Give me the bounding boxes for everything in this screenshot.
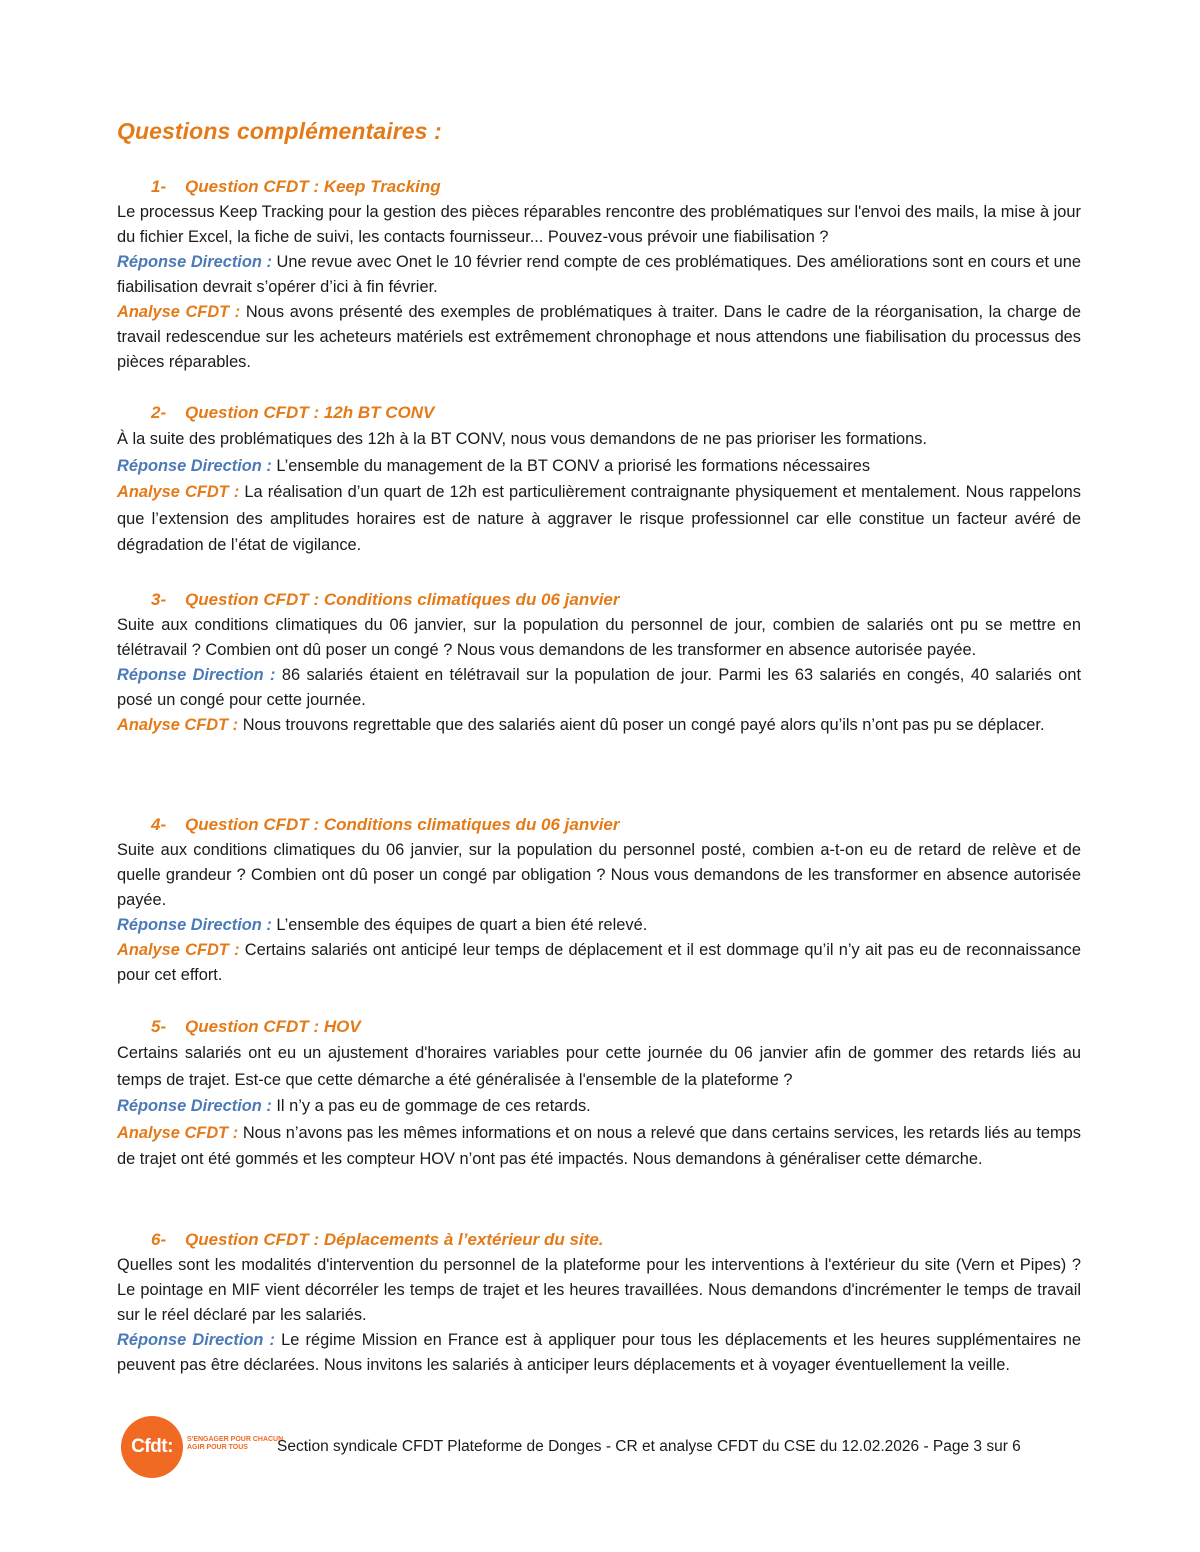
reponse-direction: Réponse Direction : Une revue avec Onet le 10 février rend compte de ces problématiques. Des améliorations sont en cours et une fiabilisation devrait s’opérer d’ici à fin février.	[117, 253, 1081, 296]
question-text: Le processus Keep Tracking pour la gestion des pièces réparables rencontre des problématiques sur l'envoi des mails, la mise à jour du fichier Excel, la fiche de suivi, les contacts fournisseur... Pouvez-vous prévoir une fiabilisation ?	[117, 203, 1081, 246]
question-section-3	[117, 587, 1081, 738]
question-section-4	[117, 812, 1081, 988]
reponse-label: Réponse Direction :	[117, 456, 272, 475]
question-heading: 1- Question CFDT : Keep Tracking	[151, 177, 441, 196]
reponse-direction: Réponse Direction : 86 salariés étaient en télétravail sur la population de jour. Parmi les 63 salariés en congés, 40 salariés ont posé un congé pour cette journée.	[117, 666, 1081, 709]
page-title: Questions complémentaires :	[117, 118, 442, 144]
reponse-label: Réponse Direction :	[117, 253, 272, 271]
reponse-direction: Réponse Direction : Il n’y a pas eu de gommage de ces retards.	[117, 1097, 591, 1115]
question-section-2	[117, 400, 1081, 559]
question-text: À la suite des problématiques des 12h à la BT CONV, nous vous demandons de ne pas prioriser les formations.	[117, 430, 927, 448]
question-section-5	[117, 1014, 1081, 1173]
question-text: Suite aux conditions climatiques du 06 janvier, sur la population du personnel de jour, combien de salariés ont pu se mettre en télétravail ? Combien ont dû poser un congé ? Nous vous demandons de les transformer en absence autorisée payée.	[117, 616, 1081, 659]
reponse-label: Réponse Direction :	[117, 916, 272, 934]
question-text: Certains salariés ont eu un ajustement d'horaires variables pour cette journée du 06 janvier afin de gommer des retards liés au temps de trajet. Est-ce que cette démarche a été généralisée à l'ensemble de la plateforme ?	[117, 1044, 1081, 1089]
analyse-label: Analyse CFDT :	[117, 716, 239, 734]
page-footer	[117, 1412, 1081, 1482]
reponse-direction: Réponse Direction : Le régime Mission en France est à appliquer pour tous les déplacements et les heures supplémentaires ne peuvent pas être déclarées. Nous invitons les salariés à anticiper leurs déplacements et à voyager éventuellement la veille.	[117, 1331, 1081, 1374]
cfdt-logo: Cfdt:	[121, 1416, 183, 1478]
reponse-label: Réponse Direction :	[117, 1331, 275, 1349]
question-section-6	[117, 1227, 1081, 1378]
analyse-cfdt: Analyse CFDT : Nous avons présenté des exemples de problématiques à traiter. Dans le cadre de la réorganisation, la charge de travail redescendue sur les acheteurs matériels est extrêmement chronophage et nous attendons une fiabilisation du processus des pièces réparables.	[117, 303, 1081, 371]
reponse-label: Réponse Direction :	[117, 666, 276, 684]
analyse-cfdt: Analyse CFDT : La réalisation d’un quart de 12h est particulièrement contraignante physiquement et mentalement. Nous rappelons que l’extension des amplitudes horaires est de nature à aggraver le risque professionnel car elle constitue un facteur avéré de dégradation de l’état de vigilance.	[117, 483, 1081, 554]
question-section-1	[117, 174, 1081, 375]
analyse-label: Analyse CFDT :	[117, 1123, 239, 1142]
question-heading: 6- Question CFDT : Déplacements à l’extérieur du site.	[151, 1230, 604, 1249]
question-text: Quelles sont les modalités d'intervention du personnel de la plateforme pour les interventions à l'extérieur du site (Vern et Pipes) ? Le pointage en MIF vient décorréler les temps de trajet et les heures travaillées. Nous demandons d'incrémenter le temps de travail sur le réel déclaré par les salariés.	[117, 1256, 1081, 1324]
footer-text: Section syndicale CFDT Plateforme de Donges - CR et analyse CFDT du CSE du 12.02.2026 - Page 3 sur 6	[277, 1438, 1021, 1455]
analyse-cfdt: Analyse CFDT : Nous trouvons regrettable que des salariés aient dû poser un congé payé alors qu’ils n’ont pas pu se déplacer.	[117, 716, 1045, 734]
analyse-label: Analyse CFDT :	[117, 483, 240, 501]
question-heading: 3- Question CFDT : Conditions climatiques du 06 janvier	[151, 590, 620, 609]
reponse-label: Réponse Direction :	[117, 1097, 272, 1115]
reponse-direction: Réponse Direction : L’ensemble du management de la BT CONV a priorisé les formations nécessaires	[117, 456, 871, 475]
analyse-cfdt: Analyse CFDT : Nous n’avons pas les mêmes informations et on nous a relevé que dans certains services, les retards liés au temps de trajet ont été gommés et les compteur HOV n’ont pas été impactés. Nous demandons à généraliser cette démarche.	[117, 1123, 1081, 1168]
analyse-cfdt: Analyse CFDT : Certains salariés ont anticipé leur temps de déplacement et il est dommage qu’il n’y ait pas eu de reconnaissance pour cet effort.	[117, 941, 1081, 984]
reponse-direction: Réponse Direction : L’ensemble des équipes de quart a bien été relevé.	[117, 916, 648, 934]
question-heading: 2- Question CFDT : 12h BT CONV	[151, 403, 435, 422]
cfdt-tagline: S'ENGAGER POUR CHACUN AGIR POUR TOUS	[187, 1436, 284, 1451]
analyse-label: Analyse CFDT :	[117, 941, 240, 959]
analyse-label: Analyse CFDT :	[117, 303, 241, 321]
question-heading: 5- Question CFDT : HOV	[151, 1017, 361, 1036]
question-text: Suite aux conditions climatiques du 06 janvier, sur la population du personnel posté, combien a-t-on eu de retard de relève et de quelle grandeur ? Combien ont dû poser un congé par obligation ? Nous vous demandons de les transformer en absence autorisée payée.	[117, 841, 1081, 909]
question-heading: 4- Question CFDT : Conditions climatiques du 06 janvier	[151, 815, 620, 834]
